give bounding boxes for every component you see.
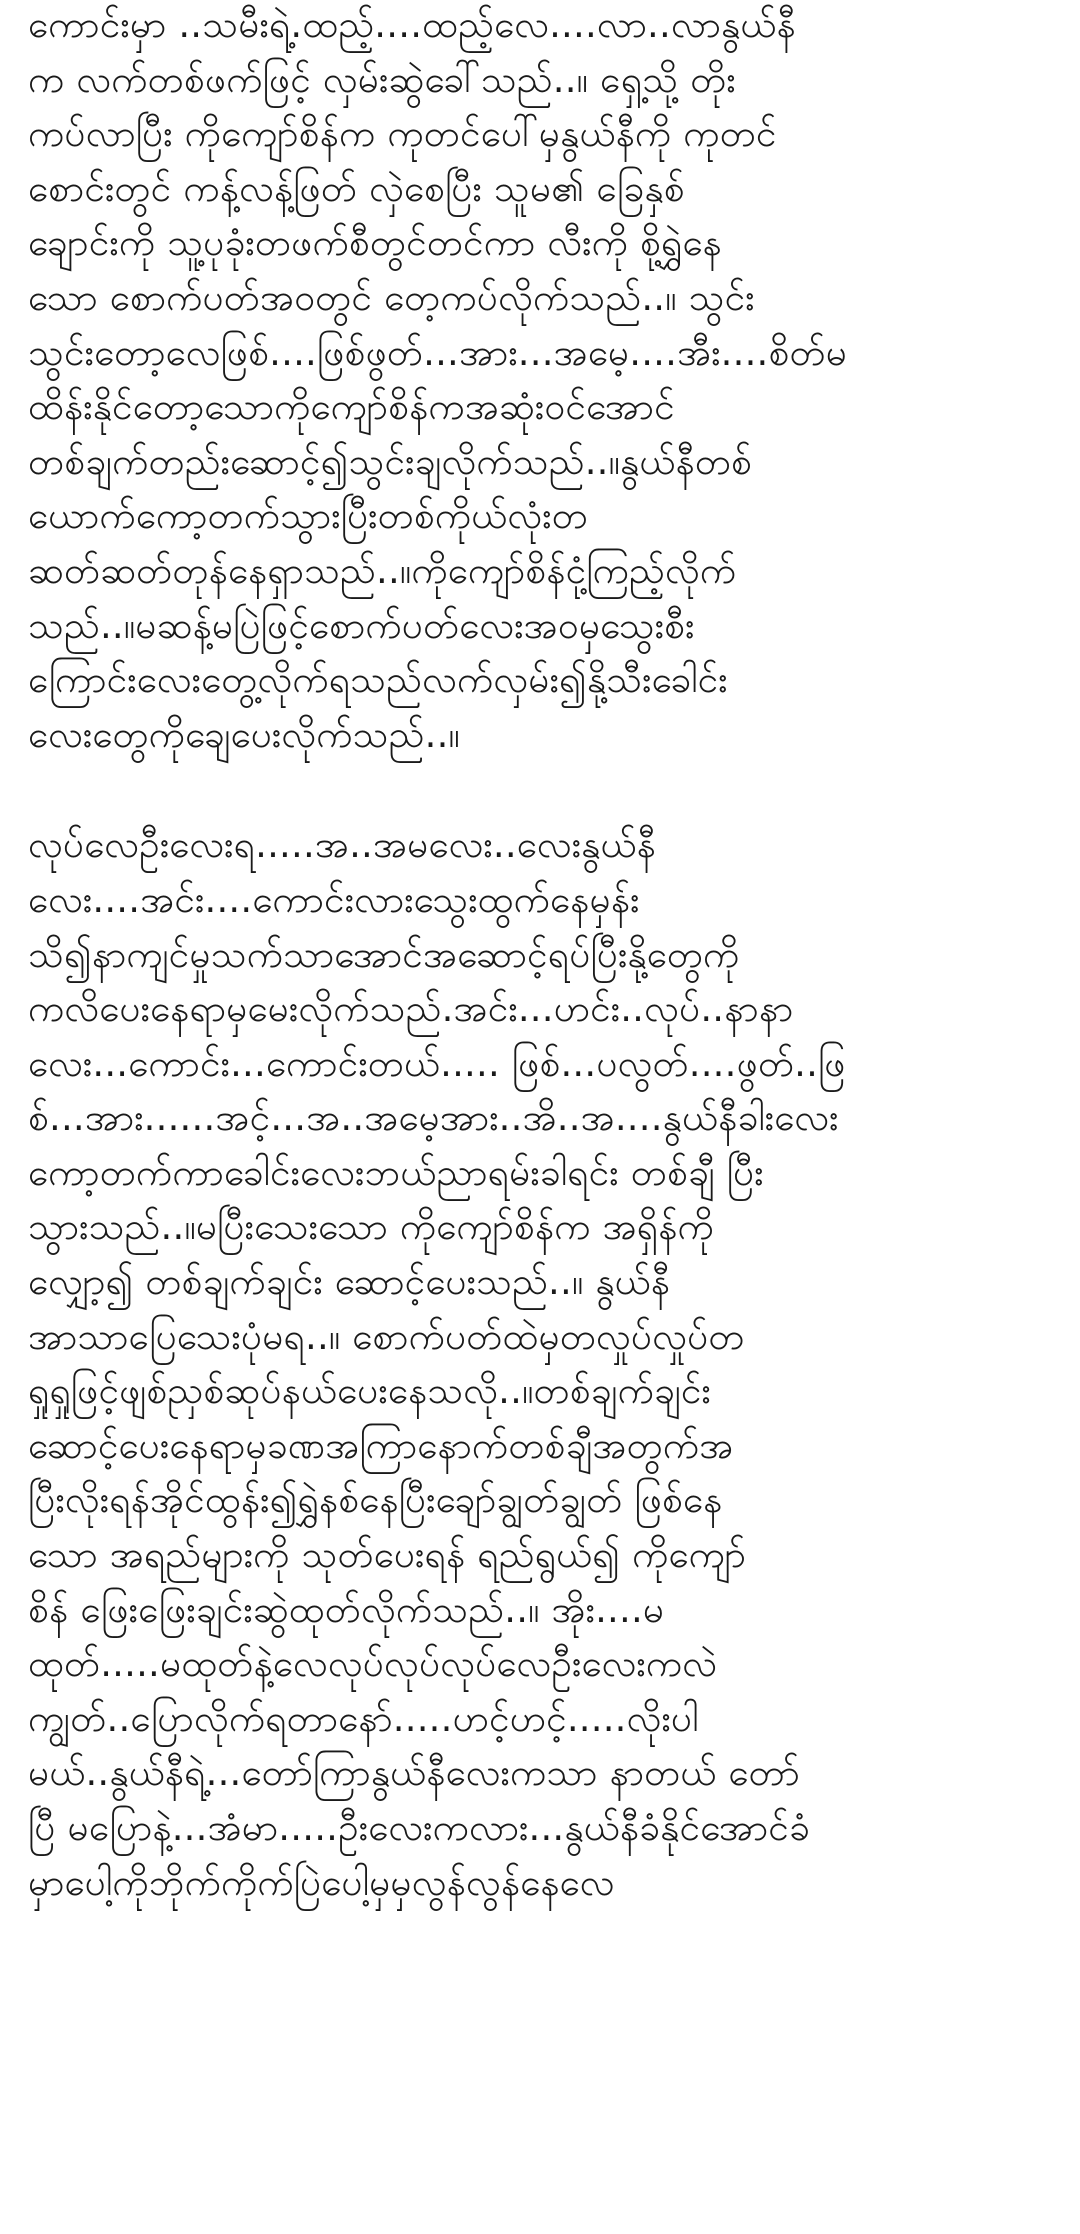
text-line: လေး....အင်း....ကောင်းလားသွေးထွက်နေမှန်း: [28, 877, 640, 921]
text-line: ဆောင့်ပေးနေရာမှခဏအကြာနောက်တစ်ချီအတွက်အ: [28, 1423, 734, 1467]
text-line: စောင်းတွင် ကန့်လန့်ဖြတ် လှဲစေပြီး သူမ၏ ခြေနှစ်: [28, 166, 685, 210]
text-line: ကော့တက်ကာခေါင်းလေးဘယ်ညာရမ်းခါရင်း တစ်ချီ ပြီး: [28, 1150, 764, 1194]
text-line: ချောင်းကို သူ့ပုခုံးတဖက်စီတွင်တင်ကာ လီးကို စို့ရွှဲနေ: [28, 221, 722, 265]
text-line: အာသာပြေသေးပုံမရ..။ စောက်ပတ်ထဲမှတလှုပ်လှုပ်တ: [28, 1314, 745, 1358]
paragraph-2: [28, 818, 1052, 1910]
text-line: ကပ်လာပြီး ကိုကျော်စိန်က ကုတင်ပေါ်မှနွယ်နီကို ကုတင်: [28, 112, 777, 156]
text-line: ထုတ်.....မထုတ်နဲ့လေလုပ်လုပ်လုပ်လေဦးလေးကလဲ: [28, 1642, 718, 1686]
text-line: ယောက်ကော့တက်သွားပြီးတစ်ကိုယ်လုံးတ: [28, 494, 588, 538]
text-line: မယ်..နွယ်နီရဲ့...တော်ကြာနွယ်နီလေးကသာ နာတယ် တော်: [28, 1751, 800, 1795]
text-line: သွင်းတော့လေဖြစ်....ဖြစ်ဖွတ်...အား...အမေ့....အီး....စိတ်မ: [28, 330, 848, 374]
text-line: ပြီ မပြောနဲ့...အံမာ.....ဦးလေးကလား...နွယ်နီခံနိုင်အောင်ခံ: [28, 1806, 810, 1849]
text-line: သည်..။မဆန့်မပြဲဖြင့်စောက်ပတ်လေးအဝမှသွေးစီး: [28, 603, 695, 647]
paragraph-1: [28, 0, 1052, 762]
text-line: ကျွတ်..ပြောလိုက်ရတာနော်.....ဟင့်ဟင့်.....လိုးပါ: [28, 1696, 699, 1740]
text-line: လေးတွေကိုချေပေးလိုက်သည်..။: [28, 712, 460, 756]
document-page: [28, 0, 1052, 2234]
text-line: ကလိပေးနေရာမှမေးလိုက်သည်.အင်း...ဟင်း..လုပ်..နာနာ: [28, 987, 794, 1031]
text-line: ရှုရှုဖြင့်ဖျစ်ညှစ်ဆုပ်နယ်ပေးနေသလို..။တစ်ချက်ချင်း: [28, 1369, 711, 1413]
text-line: စ်...အား......အင့်...အ..အမေ့အား..အိ..အ....နွယ်နီခါးလေး: [28, 1096, 839, 1140]
text-line: သွားသည်..။မပြီးသေးသော ကိုကျော်စိန်က အရှိန်ကို: [28, 1205, 714, 1249]
text-line: မှာပေါ့ကိုဘိုက်ကိုက်ပြဲပေါ့မှမှလွန်လွန်နေလေ: [28, 1860, 615, 1904]
text-line: လုပ်လေဦးလေးရ.....အ..အမလေး..လေးနွယ်နီ: [28, 823, 656, 867]
text-line: လျှော့၍ တစ်ချက်ချင်း ဆောင့်ပေးသည်..။ နွယ်နီ: [28, 1260, 671, 1304]
text-line: သိ၍နာကျင်မှုသက်သာအောင်အဆောင့်ရပ်ပြီးနို့တွေကို: [28, 932, 740, 976]
text-line: က လက်တစ်ဖက်ဖြင့် လှမ်းဆွဲခေါ်သည်..။ ရှေ့သို့ တိုး: [28, 57, 736, 101]
text-line: ဆတ်ဆတ်တုန်နေရှာသည်..။ကိုကျော်စိန်ငုံ့ကြည့်လိုက်: [28, 548, 737, 592]
text-line: ထိန်းနိုင်တော့သောကိုကျော်စိန်ကအဆုံးဝင်အောင်: [28, 385, 675, 429]
text-line: ကြောင်းလေးတွေ့လိုက်ရသည်လက်လှမ်း၍နို့သီးခေါင်း: [28, 658, 728, 702]
text-line: သော စောက်ပတ်အဝတွင် တေ့ကပ်လိုက်သည်..။ သွင်း: [28, 275, 755, 319]
text-line: ပြီးလိုးရန်အိုင်ထွန်း၍ရွှဲနစ်နေပြီးချော်ချွတ်ချွတ် ဖြစ်နေ: [28, 1478, 723, 1522]
text-line: သော အရည်များကို သုတ်ပေးရန် ရည်ရွယ်၍ ကိုကျော်: [28, 1533, 747, 1577]
text-line: တစ်ချက်တည်းဆောင့်၍သွင်းချလိုက်သည်..။နွယ်နီတစ်: [28, 439, 753, 483]
text-line: စိန် ဖြေးဖြေးချင်းဆွဲထုတ်လိုက်သည်..။ အိုး....မ: [28, 1587, 665, 1631]
text-line: ကောင်းမှာ ..သမီးရဲ့.ထည့်....ထည့်လေ....လာ..လာနွယ်နီ: [28, 3, 796, 46]
text-line: လေး...ကောင်း...ကောင်းတယ်..... ဖြစ်...ပလွတ်....ဖွတ်..ဖြ: [28, 1041, 846, 1085]
